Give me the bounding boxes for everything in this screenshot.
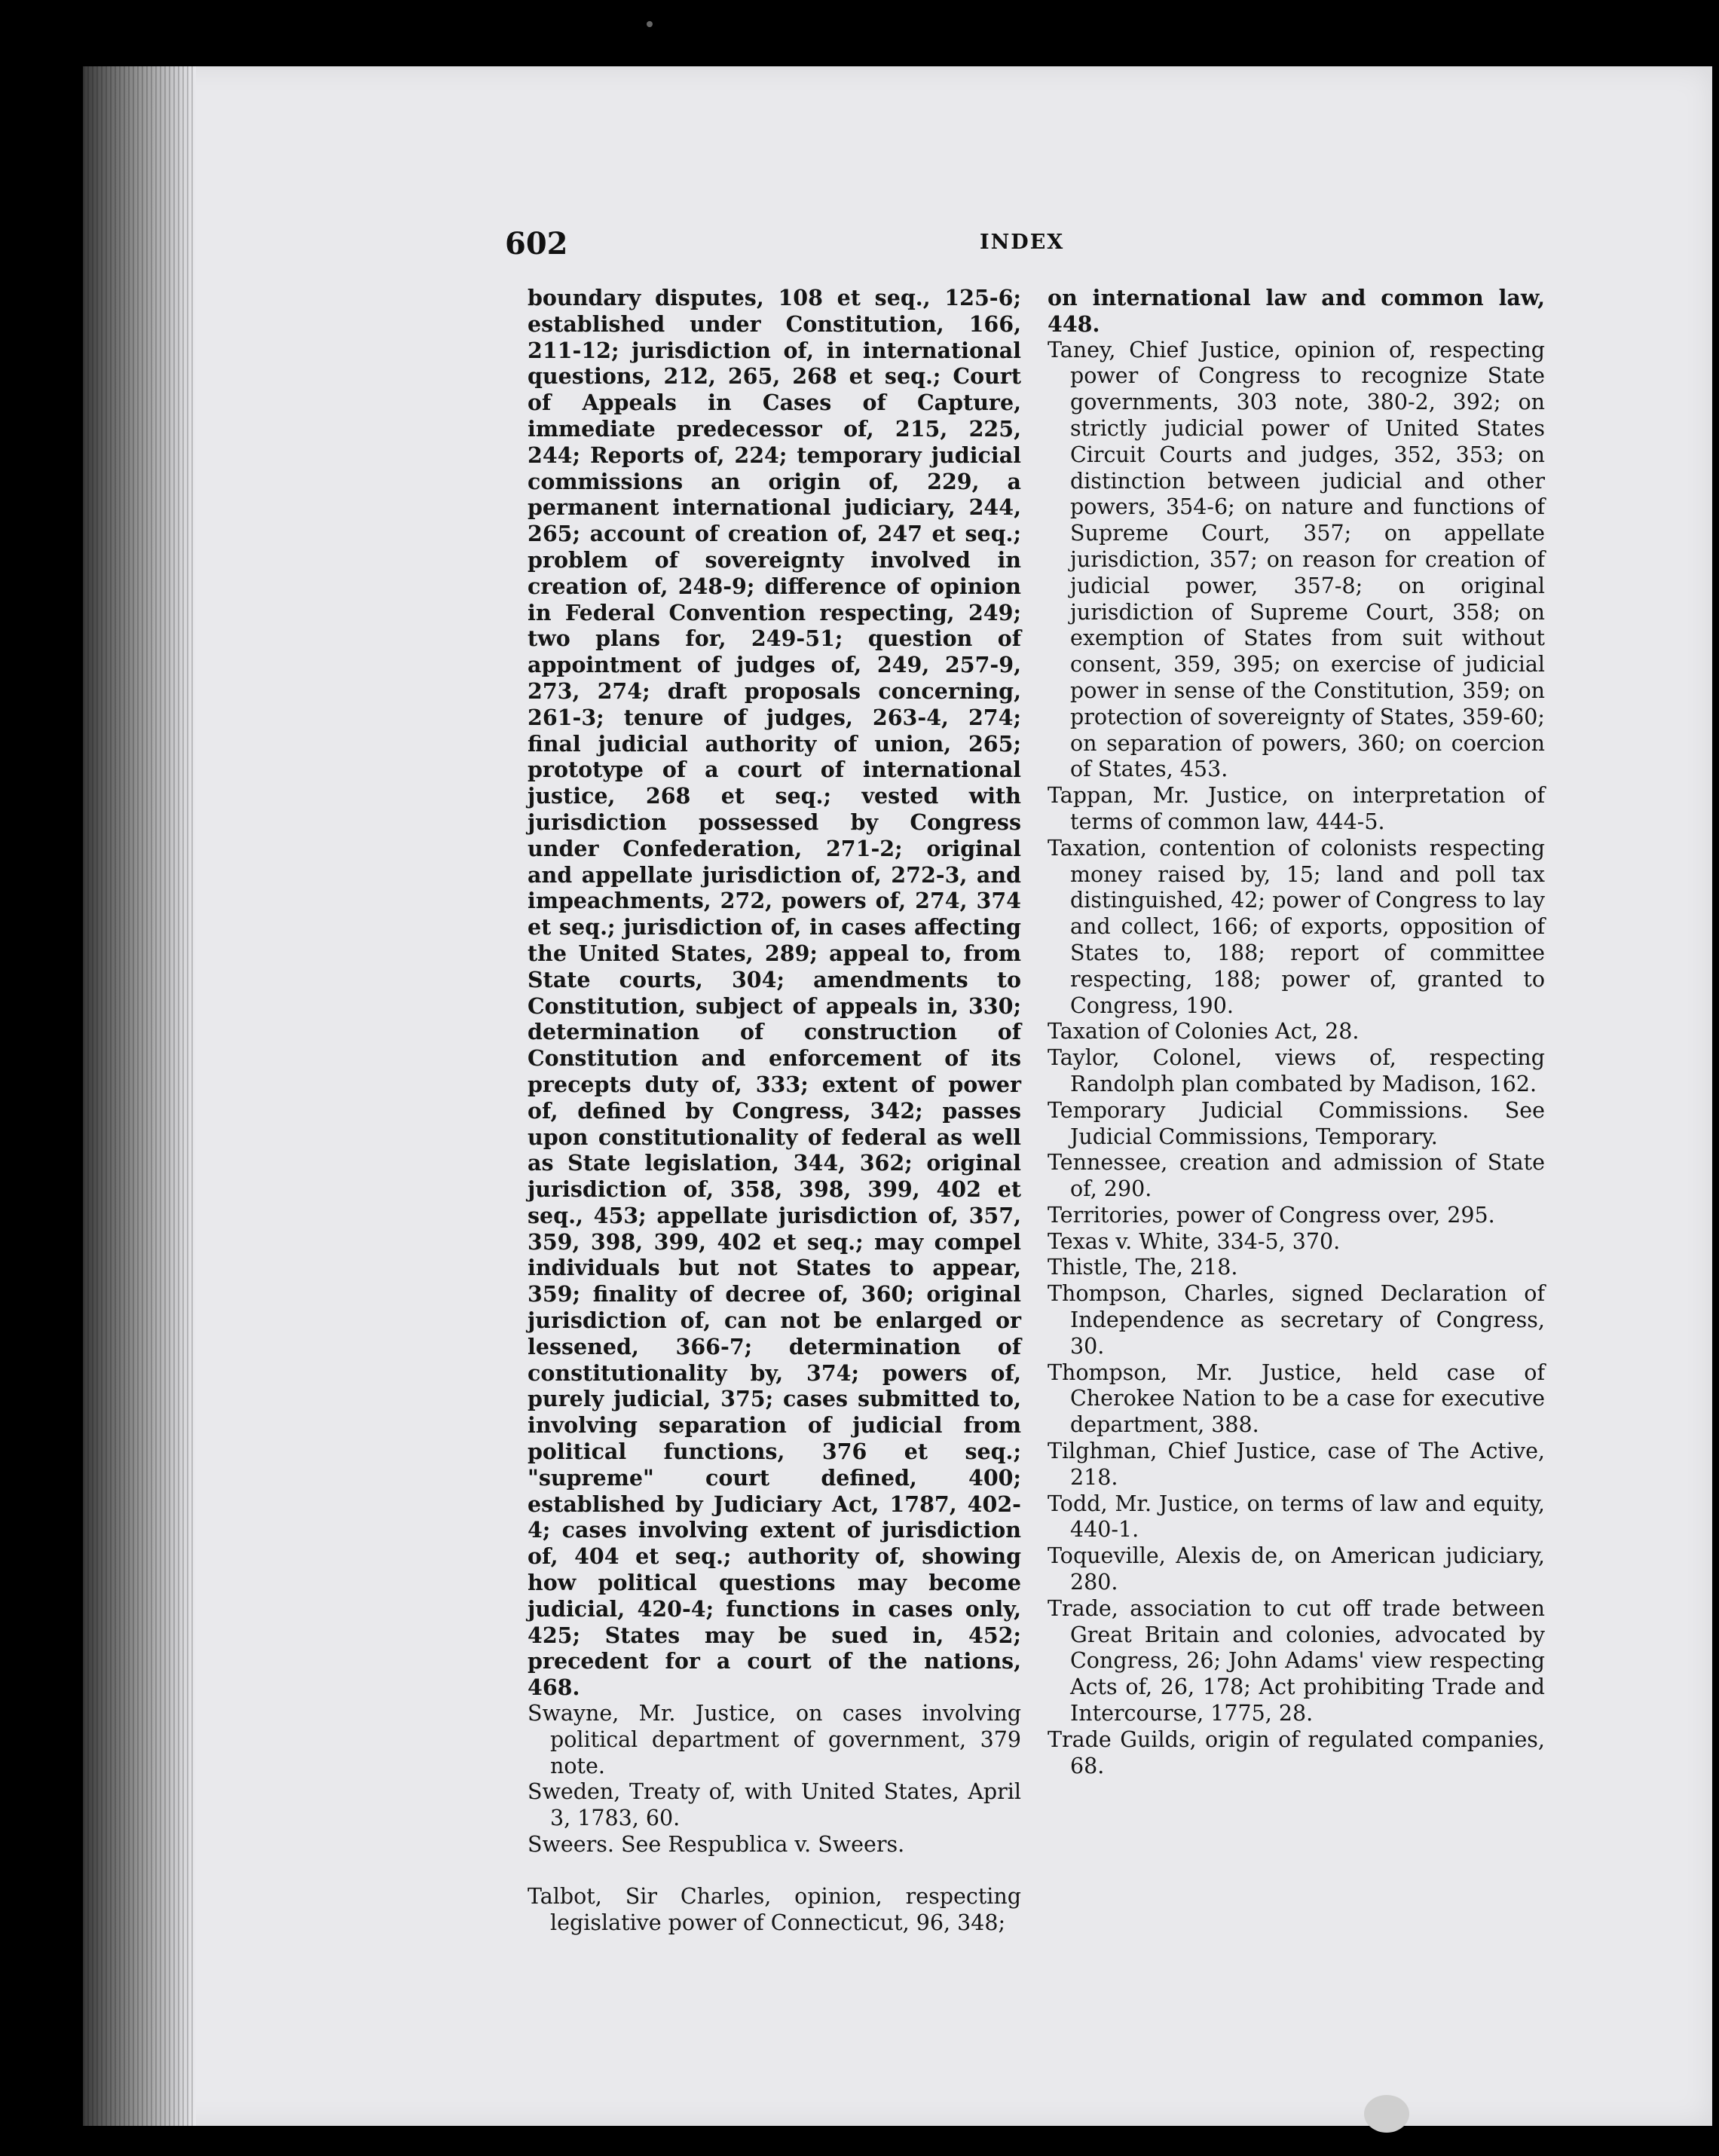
index-entry: Sweers. See Respublica v. Sweers. (528, 1832, 905, 1858)
index-entry: Tennessee, creation and admission of State of, 290. (1048, 1150, 1545, 1202)
index-entry: Toqueville, Alexis de, on American judiciary, 280. (1048, 1543, 1545, 1595)
index-entry: Swayne, Mr. Justice, on cases involving political department of government, 379 note. (528, 1701, 1021, 1778)
index-column-left (528, 285, 1021, 1936)
index-entry: Trade Guilds, origin of regulated companies, 68. (1048, 1726, 1545, 1778)
index-entry: boundary disputes, 108 et seq., 125-6; established under Constitution, 166, 211-12; jurisdiction of, in international questions, 212, 265, 268 et seq.; Court of Appeals in Cases of Capture, immediate predecessor of, 215, 225, 244; Reports of, 224; temporary judicial commissions an origin of, 229, a permanent international judiciary, 244, 265; account of creation of, 247 et seq.; problem of sovereignty involved in creation of, 248-9; difference of opinion in Federal Convention respecting, 249; two plans for, 249-51; question of appointment of judges of, 249, 257-9, 273, 274; draft proposals concerning, 261-3; tenure of judges, 263-4, 274; final judicial authority of union, 265; prototype of a court of international justice, 268 et seq.; vested with jurisdiction possessed by Congress under Confederation, 271-2; original and appellate jurisdiction of, 272-3, and impeachments, 272, powers of, 274, 374 et seq.; jurisdiction of, in cases affecting the United States, 289; appeal to, from State courts, 304; amendments to Constitution, subject of appeals in, 330; determination of construction of Constitution and enforcement of its precepts duty of, 333; extent of power of, defined by Congress, 342; passes upon constitutionality of federal as well as State legislation, 344, 362; original jurisdiction of, 358, 398, 399, 402 et seq., 453; appellate jurisdiction of, 357, 359, 398, 399, 402 et seq.; may compel individuals but not States to appear, 359; finality of decree of, 360; original jurisdiction of, can not be enlarged or lessened, 366-7; determination of constitutionality by, 374; powers of, purely judicial, 375; cases submitted to, involving separation of judicial from political functions, 376 et seq.; "supreme" court defined, 400; established by Judiciary Act, 1787, 402-4; cases involving extent of jurisdiction of, 404 et seq.; authority of, showing how political questions may become judicial, 420-4; functions in cases only, 425; States may be sued in, 452; precedent for a court of the nations, 468. (528, 285, 1021, 1701)
running-head: INDEX (980, 231, 1065, 254)
index-entry: Taylor, Colonel, views of, respecting Randolph plan combated by Madison, 162. (1048, 1045, 1545, 1096)
film-speck (1364, 2095, 1409, 2133)
index-entry: Taxation of Colonies Act, 28. (1048, 1019, 1360, 1044)
page-edge-shadow (83, 66, 196, 2126)
index-entry: Taney, Chief Justice, opinion of, respecting power of Congress to recognize State governments, 303 note, 380-2, 392; on strictly judicial power of United States Circuit Courts and judges, 352, 353; on distinction between judicial and other powers, 354-6; on nature and functions of Supreme Court, 357; on appellate jurisdiction, 357; on reason for creation of judicial power, 357-8; on original jurisdiction of Supreme Court, 358; on exemption of States from suit without consent, 359, 395; on exercise of judicial power in sense of the Constitution, 359; on protection of sovereignty of States, 359-60; on separation of powers, 360; on coercion of States, 453. (1048, 337, 1545, 782)
index-entry: Tilghman, Chief Justice, case of The Active, 218. (1048, 1439, 1545, 1490)
index-entry: Tappan, Mr. Justice, on interpretation of terms of common law, 444-5. (1048, 783, 1545, 834)
index-entry: Todd, Mr. Justice, on terms of law and equity, 440-1. (1048, 1491, 1545, 1543)
index-entry: Trade, association to cut off trade between Great Britain and colonies, advocated by Congress, 26; John Adams' view respecting Acts of, 26, 178; Act prohibiting Trade and Intercourse, 1775, 28. (1048, 1595, 1545, 1726)
index-entry: Talbot, Sir Charles, opinion, respecting legislative power of Connecticut, 96, 348; (528, 1883, 1021, 1935)
page-number: 602 (505, 226, 568, 261)
index-entry: Thompson, Charles, signed Declaration of Independence as secretary of Congress, 30. (1048, 1281, 1545, 1359)
index-entry: Territories, power of Congress over, 295. (1048, 1202, 1495, 1228)
index-entry: Thompson, Mr. Justice, held case of Cherokee Nation to be a case for executive department, 388. (1048, 1359, 1545, 1438)
index-entry: Thistle, The, 218. (1048, 1255, 1238, 1280)
film-speck (647, 21, 653, 27)
index-entry: Taxation, contention of colonists respecting money raised by, 15; land and poll tax distinguished, 42; power of Congress to lay and collect, 166; of exports, opposition of States to, 188; report of committee respecting, 188; power of, granted to Congress, 190. (1048, 835, 1545, 1018)
index-entry: Texas v. White, 334-5, 370. (1048, 1228, 1341, 1254)
index-entry: Temporary Judicial Commissions. See Judicial Commissions, Temporary. (1048, 1097, 1545, 1149)
index-entry: Sweden, Treaty of, with United States, April 3, 1783, 60. (528, 1779, 1021, 1831)
index-entry: on international law and common law, 448. (1048, 285, 1545, 337)
index-column-right (1048, 285, 1545, 1779)
